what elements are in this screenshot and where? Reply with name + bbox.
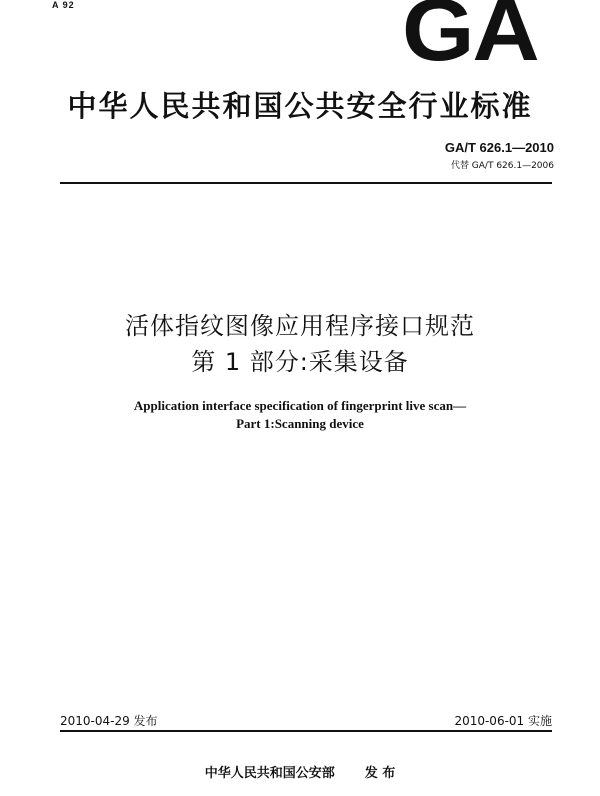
classification-code: A 92 — [52, 0, 75, 10]
title-cn-line2: 第 1 部分:采集设备 — [191, 348, 409, 376]
top-divider — [60, 182, 552, 184]
effective-date: 2010-06-01 实施 — [454, 714, 552, 728]
issue-date: 2010-04-29 发布 — [60, 714, 158, 728]
ga-logo: GA — [402, 0, 538, 79]
issuer-name: 中华人民共和国公安部 — [204, 766, 335, 781]
issuer-line — [0, 762, 600, 781]
standard-replaces: 代替 GA/T 626.1—2006 — [450, 161, 554, 171]
bottom-divider — [60, 730, 552, 732]
org-title: 中华人民共和国公共安全行业标准 — [67, 89, 533, 123]
title-cn-line1: 活体指纹图像应用程序接口规范 — [125, 312, 475, 340]
issuer-action: 发 布 — [364, 766, 396, 781]
title-en-line1: Application interface specification of fingerprint live scan— — [133, 398, 467, 413]
title-en-line2: Part 1:Scanning device — [236, 416, 364, 431]
standard-number: GA/T 626.1—2010 — [444, 140, 554, 155]
